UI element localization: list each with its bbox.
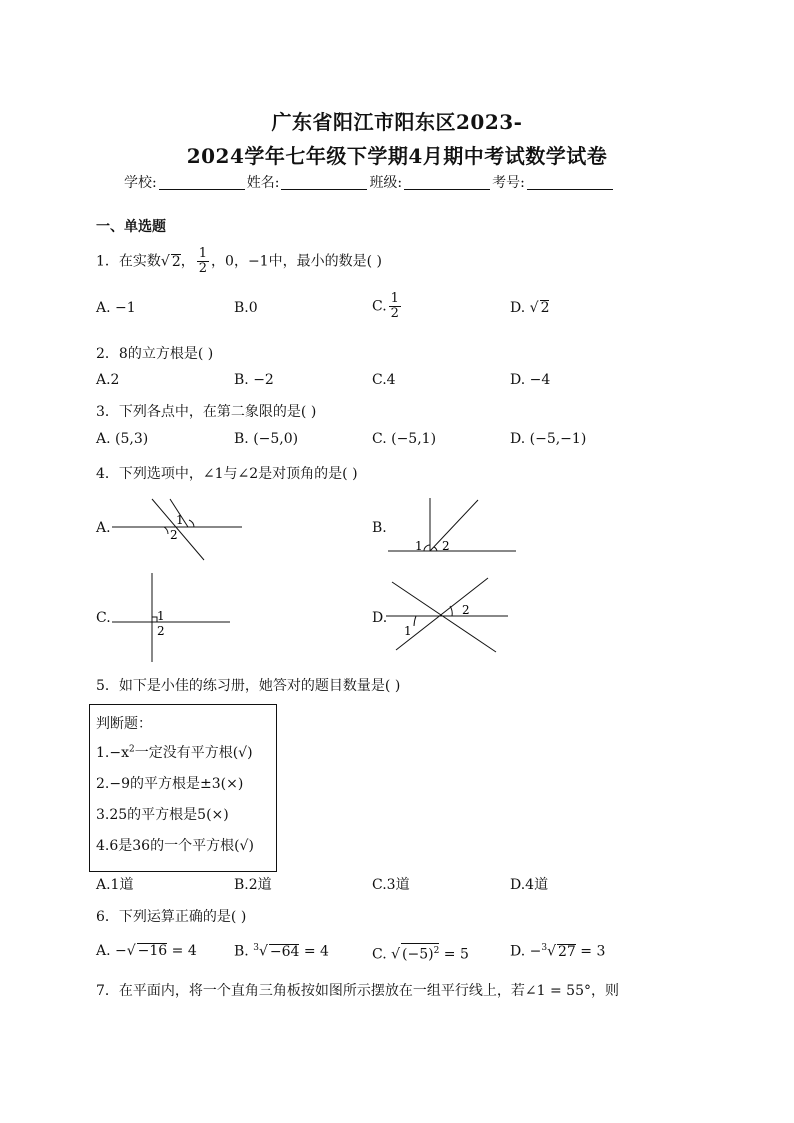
q2-option-a[interactable]: A.2: [96, 372, 120, 388]
fraction: $\frac{1}{2}$: [390, 291, 399, 321]
q1-option-d[interactable]: D. √ 2: [510, 300, 550, 316]
q5-option-a[interactable]: A.1道: [96, 877, 134, 893]
angle-2-label: 2: [170, 528, 178, 542]
q6-option-b[interactable]: B. $^3$√ −64 = 4: [234, 943, 329, 960]
question-1-stem: 1．在实数√ 2， $\frac{1}{2}$ ，0，−1中，最小的数是( ): [96, 246, 382, 276]
angle-1-arc: [189, 520, 194, 527]
class-label: 班级:: [369, 175, 403, 191]
q4-option-c-figure: [108, 570, 238, 664]
angle-2-arc: [164, 527, 168, 534]
question-5-stem: 5．如下是小佳的练习册，她答对的题目数量是( ): [96, 678, 401, 694]
angle-2-label: 2: [462, 603, 470, 617]
q2-option-c[interactable]: C.4: [372, 372, 396, 388]
q3-option-a[interactable]: A. (5,3): [96, 431, 149, 447]
q6-option-c[interactable]: C. √ $(-5)^2 = 5$: [372, 943, 469, 963]
exam-title-line1: 广东省阳江市阳东区2023-: [271, 110, 523, 134]
slanted-line: [430, 500, 478, 551]
angle-1-arc: [424, 545, 430, 551]
sqrt-symbol: √: [547, 943, 557, 960]
angle-1-label: 1: [176, 513, 184, 527]
angle-2-label: 2: [442, 539, 450, 553]
angle-1-arc: [414, 616, 416, 626]
q6-option-a[interactable]: A. −√ −16 = 4: [96, 943, 197, 959]
angle-1-label: 1: [415, 539, 423, 553]
q2-option-d[interactable]: D. −4: [510, 372, 551, 388]
question-2-stem: 2．8的立方根是( ): [96, 346, 214, 362]
angle-2-arc: [450, 606, 452, 616]
angle-1-label: 1: [404, 624, 412, 638]
student-info-row: [124, 172, 615, 192]
box-item-3: 3.25的平方根是5(×): [96, 807, 229, 823]
question-4-stem: 4．下列选项中，∠1与∠2是对顶角的是( ): [96, 466, 358, 482]
section-heading: 一、单选题: [96, 219, 166, 235]
q2-option-b[interactable]: B. −2: [234, 372, 274, 388]
q4-option-b-figure: [384, 494, 524, 558]
exercise-book-box: [89, 704, 277, 872]
question-3-stem: 3．下列各点中，在第二象限的是( ): [96, 404, 317, 420]
school-blank[interactable]: [159, 175, 245, 190]
q5-option-b[interactable]: B.2道: [234, 877, 272, 893]
q3-option-c[interactable]: C. (−5,1): [372, 431, 437, 447]
q5-option-c[interactable]: C.3道: [372, 877, 410, 893]
exam-title-line2: 2024学年七年级下学期4月期中考试数学试卷: [186, 144, 608, 168]
sqrt-symbol: √: [258, 943, 268, 960]
q1-option-b[interactable]: B.0: [234, 300, 258, 316]
angle-2-label: 2: [157, 624, 165, 638]
sqrt-symbol: √: [160, 253, 170, 270]
sqrt-symbol: √: [126, 943, 136, 959]
question-7-stem: 7．在平面内，将一个直角三角板按如图所示摆放在一组平行线上，若∠1 = 55°，则: [96, 983, 619, 999]
q4-option-a-label[interactable]: A.: [96, 520, 111, 536]
box-item-2: 2.−9的平方根是±3(×): [96, 776, 244, 792]
question-6-stem: 6．下列运算正确的是( ): [96, 909, 247, 925]
q1-option-c[interactable]: C. $\frac{1}{2}$: [372, 291, 399, 321]
q4-option-a-figure: [108, 496, 248, 566]
sqrt-symbol: √: [391, 946, 401, 963]
q4-option-b-label[interactable]: B.: [372, 520, 387, 536]
exam-number-label: 考号:: [492, 175, 525, 191]
q4-option-c-label[interactable]: C.: [96, 610, 111, 626]
sqrt-symbol: √: [529, 300, 539, 316]
fraction: $\frac{1}{2}$: [198, 246, 208, 276]
q3-option-d[interactable]: D. (−5,−1): [510, 431, 587, 447]
q4-option-d-figure: [384, 574, 512, 658]
slanted-line-up: [396, 578, 488, 650]
q6-option-d[interactable]: D. −$^3$√ 27 = 3: [510, 943, 606, 960]
name-blank[interactable]: [281, 175, 367, 190]
slanted-line: [152, 499, 204, 560]
q3-option-b[interactable]: B. (−5,0): [234, 431, 299, 447]
q5-option-d[interactable]: D.4道: [510, 877, 549, 893]
school-label: 学校:: [124, 175, 157, 191]
angle-1-label: 1: [157, 609, 165, 623]
q1-option-a[interactable]: A. −1: [96, 300, 136, 316]
box-item-1: $1.-x^2$一定没有平方根(√): [96, 744, 253, 761]
exam-number-blank[interactable]: [527, 175, 613, 190]
box-item-4: 4.6是36的一个平方根(√): [96, 838, 254, 854]
q4-option-d-label[interactable]: D.: [372, 610, 388, 626]
name-label: 姓名:: [246, 175, 280, 191]
class-blank[interactable]: [404, 175, 490, 190]
box-heading: 判断题：: [96, 716, 152, 732]
angle-2-arc: [434, 547, 437, 551]
